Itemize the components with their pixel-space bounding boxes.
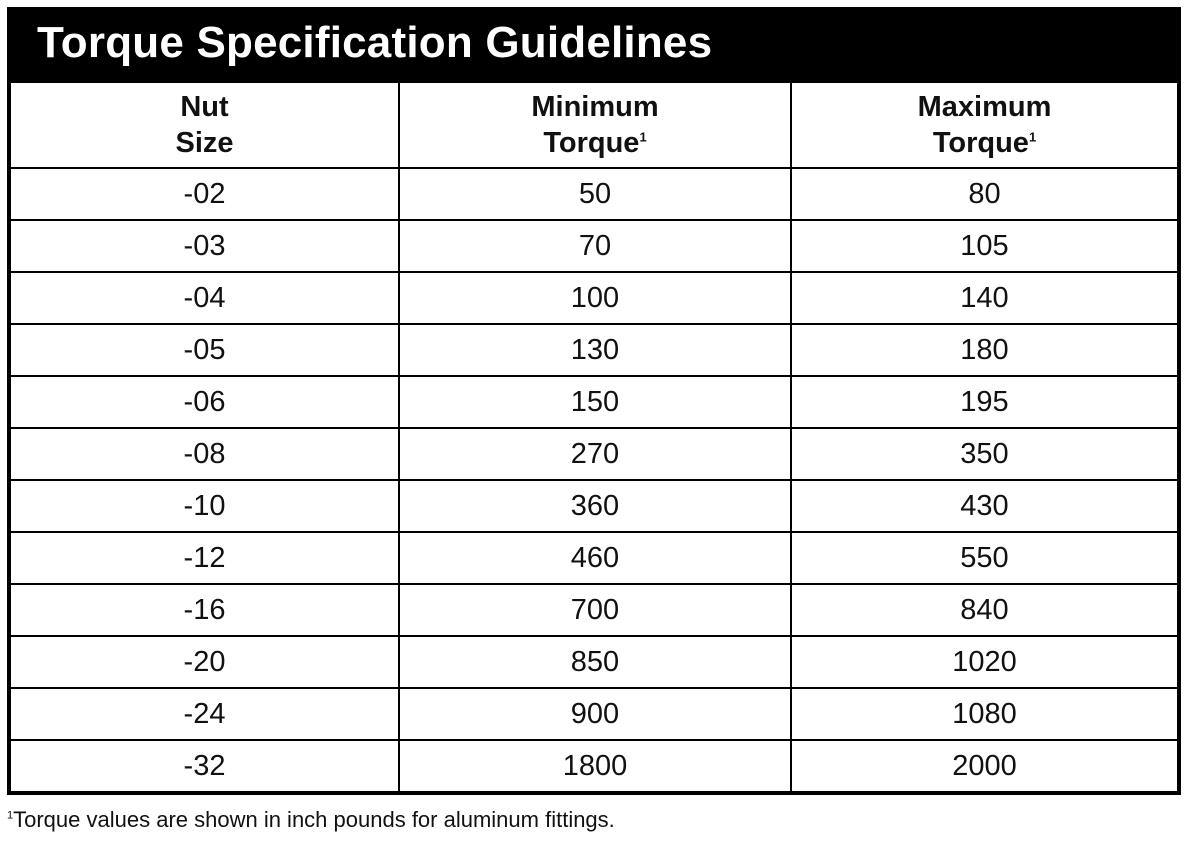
table-row — [9, 688, 1179, 740]
torque-table — [7, 79, 1181, 795]
maximum-torque-cell: 840 — [791, 584, 1179, 636]
title-bar — [7, 7, 1181, 79]
minimum-torque-cell: 270 — [399, 428, 791, 480]
header-maximum-torque — [791, 81, 1179, 168]
maximum-torque-cell: 430 — [791, 480, 1179, 532]
maximum-torque-cell: 1020 — [791, 636, 1179, 688]
table-row — [9, 324, 1179, 376]
header-nut-size-line2: Size — [175, 127, 234, 159]
footnote-text: Torque values are shown in inch pounds for aluminum fittings. — [13, 807, 615, 832]
minimum-torque-cell: 900 — [399, 688, 791, 740]
torque-spec-sheet — [7, 7, 1181, 833]
nut-size-cell: -06 — [9, 376, 399, 428]
nut-size-cell: -10 — [9, 480, 399, 532]
table-row — [9, 272, 1179, 324]
maximum-torque-cell: 180 — [791, 324, 1179, 376]
minimum-torque-cell: 700 — [399, 584, 791, 636]
table-row — [9, 220, 1179, 272]
header-row — [9, 81, 1179, 168]
nut-size-cell: -12 — [9, 532, 399, 584]
header-min-line2: Torque — [543, 127, 640, 159]
minimum-torque-cell: 360 — [399, 480, 791, 532]
maximum-torque-cell: 105 — [791, 220, 1179, 272]
header-minimum-torque — [399, 81, 791, 168]
minimum-torque-cell: 70 — [399, 220, 791, 272]
header-min-footnote-marker: 1 — [639, 129, 647, 145]
table-row — [9, 376, 1179, 428]
maximum-torque-cell: 140 — [791, 272, 1179, 324]
footnote-marker: 1 — [7, 809, 14, 822]
maximum-torque-cell: 350 — [791, 428, 1179, 480]
maximum-torque-cell: 550 — [791, 532, 1179, 584]
maximum-torque-cell: 1080 — [791, 688, 1179, 740]
minimum-torque-cell: 460 — [399, 532, 791, 584]
maximum-torque-cell: 80 — [791, 168, 1179, 220]
nut-size-cell: -03 — [9, 220, 399, 272]
nut-size-cell: -24 — [9, 688, 399, 740]
page-title: Torque Specification Guidelines — [37, 18, 713, 67]
nut-size-cell: -05 — [9, 324, 399, 376]
minimum-torque-cell: 130 — [399, 324, 791, 376]
table-row — [9, 480, 1179, 532]
table-row — [9, 532, 1179, 584]
table-row — [9, 168, 1179, 220]
header-nut-size — [9, 81, 399, 168]
header-max-line1: Maximum — [917, 91, 1052, 123]
maximum-torque-cell: 2000 — [791, 740, 1179, 793]
minimum-torque-cell: 150 — [399, 376, 791, 428]
footnote — [7, 807, 1181, 833]
maximum-torque-cell: 195 — [791, 376, 1179, 428]
minimum-torque-cell: 100 — [399, 272, 791, 324]
table-row — [9, 636, 1179, 688]
nut-size-cell: -04 — [9, 272, 399, 324]
header-max-line2: Torque — [932, 127, 1029, 159]
nut-size-cell: -16 — [9, 584, 399, 636]
minimum-torque-cell: 50 — [399, 168, 791, 220]
nut-size-cell: -32 — [9, 740, 399, 793]
minimum-torque-cell: 1800 — [399, 740, 791, 793]
table-row — [9, 428, 1179, 480]
header-nut-size-line1: Nut — [180, 91, 229, 123]
minimum-torque-cell: 850 — [399, 636, 791, 688]
table-row — [9, 584, 1179, 636]
nut-size-cell: -08 — [9, 428, 399, 480]
table-row — [9, 740, 1179, 793]
nut-size-cell: -20 — [9, 636, 399, 688]
header-min-line1: Minimum — [531, 91, 659, 123]
header-max-footnote-marker: 1 — [1028, 129, 1037, 145]
nut-size-cell: -02 — [9, 168, 399, 220]
table-body — [9, 168, 1179, 793]
